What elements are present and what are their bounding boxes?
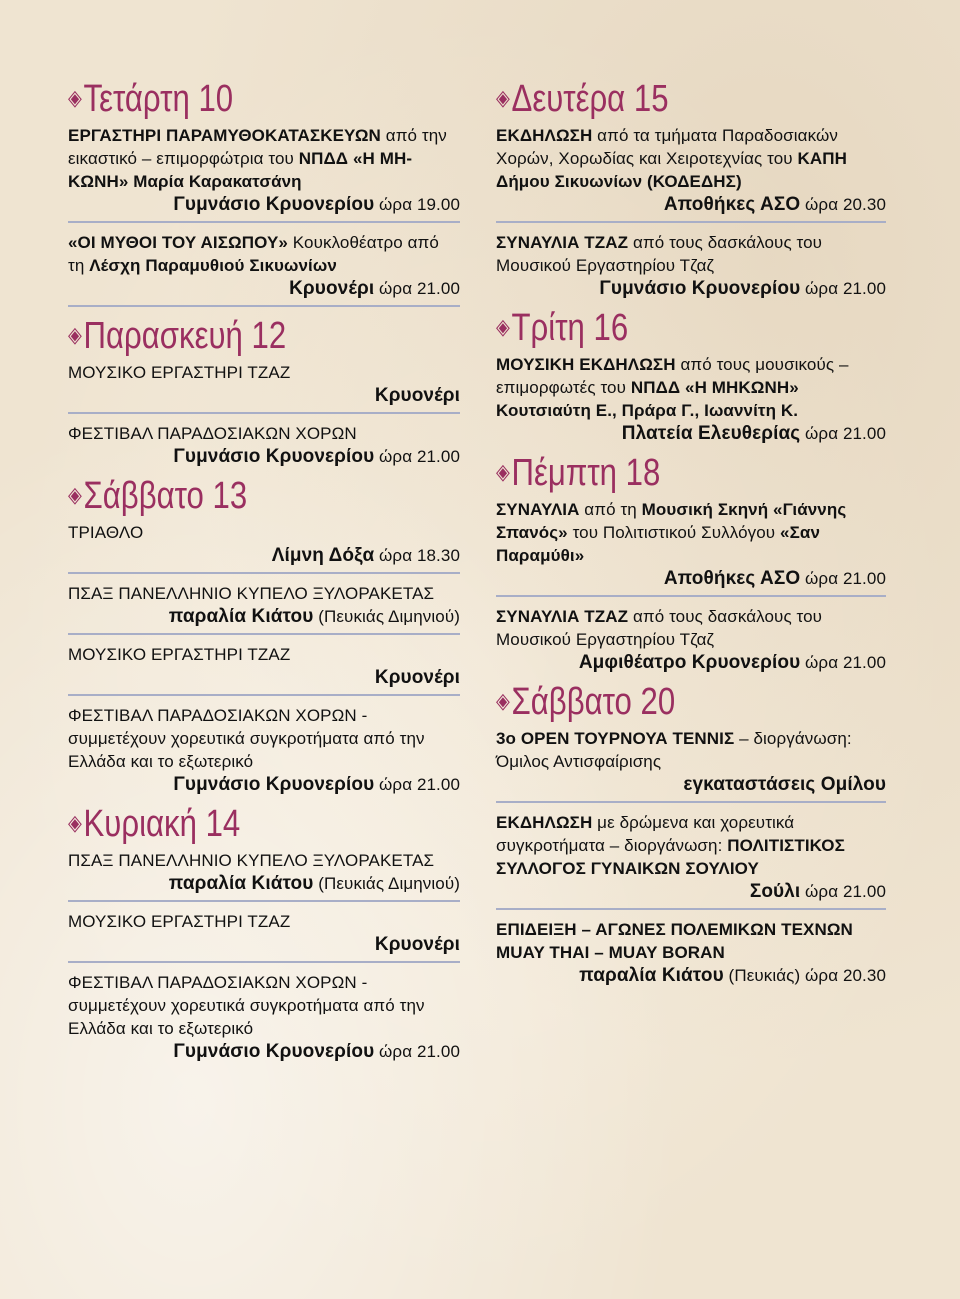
event-location: Γυμνάσιο Κρυονερίου ώρα 21.00 xyxy=(173,773,460,795)
event-location: Κρυονέρι xyxy=(374,384,460,406)
event-location: Πλατεία Ελευθερίας ώρα 21.00 xyxy=(621,422,886,444)
day-heading: ◈Σάββατο 13 xyxy=(68,474,248,517)
event-location: Αμφιθέατρο Κρυονερίου ώρα 21.00 xyxy=(578,651,886,673)
event: ΜΟΥΣΙΚΗ ΕΚΔΗΛΩΣΗ από τους μουσικούς – επιμορφωτές του ΝΠΔΔ «Η ΜΗΚΩΝΗ» Κουτσιαύτη Ε., Πράρα Γ., Ιωαννίτη Κ. Πλατεία Ελευθερίας ώρα 21.00 xyxy=(496,354,886,444)
event-location: Λίμνη Δόξα ώρα 18.30 xyxy=(271,544,460,566)
event: ΕΚΔΗΛΩΣΗ με δρώμενα και χορευτικά συγκροτήματα – διοργάνωση: ΠΟΛΙΤΙΣΤΙΚΟΣ ΣΥΛΛΟΓΟΣ ΓΥΝΑΙΚΩΝ ΣΟΥΛΙΟΥ Σούλι ώρα 21.00 xyxy=(496,812,886,902)
day-heading: ◈Πέμπτη 18 xyxy=(496,451,661,494)
day-heading: ◈Δευτέρα 15 xyxy=(496,78,669,120)
diamond-icon: ◈ xyxy=(68,809,82,835)
diamond-icon: ◈ xyxy=(68,481,82,507)
event: ΦΕΣΤΙΒΑΛ ΠΑΡΑΔΟΣΙΑΚΩΝ ΧΟΡΩΝ Γυμνάσιο Κρυονερίου ώρα 21.00 xyxy=(68,423,460,467)
event: ΕΡΓΑΣΤΗΡΙ ΠΑΡΑΜΥΘΟΚΑΤΑΣΚΕΥΩΝ από την εικαστικό – επιμορφώτρια του ΝΠΔΔ «Η ΜΗ-ΚΩΝΗ» Μαρία Καρακατσάνη Γυμνάσιο Κρυονερίου ώρα 19.00 xyxy=(68,125,460,215)
day-heading: ◈Κυριακή 14 xyxy=(68,802,241,845)
event-location: Γυμνάσιο Κρυονερίου ώρα 21.00 xyxy=(173,445,460,467)
event: «ΟΙ ΜΥΘΟΙ ΤΟΥ ΑΙΣΩΠΟΥ» Κουκλοθέατρο από τη Λέσχη Παραμυθιού Σικυωνίων Κρυονέρι ώρα 21.00 xyxy=(68,232,460,299)
event-location: Κρυονέρι xyxy=(374,666,460,688)
event-location: Κρυονέρι ώρα 21.00 xyxy=(289,277,460,299)
event-location: Αποθήκες ΑΣΟ ώρα 20.30 xyxy=(663,193,886,215)
event: ΣΥΝΑΥΛΙΑ ΤΖΑΖ από τους δασκάλους του Μουσικού Εργαστηρίου Τζαζ Γυμνάσιο Κρυονερίου ώρα 21.00 xyxy=(496,232,886,299)
event-location: Σούλι ώρα 21.00 xyxy=(749,880,886,902)
day-heading: ◈Τετάρτη 10 xyxy=(68,78,234,120)
event-location: εγκαταστάσεις Ομίλου xyxy=(683,773,886,795)
event: ΣΥΝΑΥΛΙΑ από τη Μουσική Σκηνή «Γιάννης Σπανός» του Πολιτιστικού Συλλόγου «Σαν Παραμύθι» Αποθήκες ΑΣΟ ώρα 21.00 xyxy=(496,499,886,589)
diamond-icon: ◈ xyxy=(496,458,510,484)
day-heading: ◈Σάββατο 20 xyxy=(496,680,676,723)
event: ΠΣΑΞ ΠΑΝΕΛΛΗΝΙΟ ΚΥΠΕΛΟ ΞΥΛΟΡΑΚΕΤΑΣ παραλία Κιάτου (Πευκιάς Διμηνιού) xyxy=(68,583,460,627)
left-column xyxy=(68,78,460,1070)
event-location: Γυμνάσιο Κρυονερίου ώρα 19.00 xyxy=(173,193,460,215)
event: ΠΣΑΞ ΠΑΝΕΛΛΗΝΙΟ ΚΥΠΕΛΟ ΞΥΛΟΡΑΚΕΤΑΣ παραλία Κιάτου (Πευκιάς Διμηνιού) xyxy=(68,850,460,894)
diamond-icon: ◈ xyxy=(496,687,510,713)
event: ΦΕΣΤΙΒΑΛ ΠΑΡΑΔΟΣΙΑΚΩΝ ΧΟΡΩΝ - συμμετέχουν χορευτικά συγκροτήματα από την Ελλάδα και το εξωτερικό Γυμνάσιο Κρυονερίου ώρα 21.00 xyxy=(68,705,460,795)
diamond-icon: ◈ xyxy=(68,84,82,110)
event: ΜΟΥΣΙΚΟ ΕΡΓΑΣΤΗΡΙ ΤΖΑΖ Κρυονέρι xyxy=(68,911,460,955)
right-column xyxy=(496,78,886,988)
event: ΜΟΥΣΙΚΟ ΕΡΓΑΣΤΗΡΙ ΤΖΑΖ Κρυονέρι xyxy=(68,362,460,406)
event-location: Κρυονέρι xyxy=(374,933,460,955)
event-location: Γυμνάσιο Κρυονερίου ώρα 21.00 xyxy=(599,277,886,299)
event-location: Αποθήκες ΑΣΟ ώρα 21.00 xyxy=(663,567,886,589)
diamond-icon: ◈ xyxy=(496,313,510,339)
event: ΕΠΙΔΕΙΞΗ – ΑΓΩΝΕΣ ΠΟΛΕΜΙΚΩΝ ΤΕΧΝΩΝ MUAY THAI – MUAY BORAN παραλία Κιάτου (Πευκιάς) ώρα 20.30 xyxy=(496,919,886,986)
day-heading: ◈Τρίτη 16 xyxy=(496,306,629,349)
event-location: Γυμνάσιο Κρυονερίου ώρα 21.00 xyxy=(173,1040,460,1062)
event-location: παραλία Κιάτου (Πευκιάς Διμηνιού) xyxy=(168,605,460,627)
day-heading: ◈Παρασκευή 12 xyxy=(68,314,287,357)
event: ΣΥΝΑΥΛΙΑ ΤΖΑΖ από τους δασκάλους του Μουσικού Εργαστηρίου Τζαζ Αμφιθέατρο Κρυονερίου ώρα 21.00 xyxy=(496,606,886,673)
diamond-icon: ◈ xyxy=(68,321,82,347)
event: ΜΟΥΣΙΚΟ ΕΡΓΑΣΤΗΡΙ ΤΖΑΖ Κρυονέρι xyxy=(68,644,460,688)
event-location: παραλία Κιάτου (Πευκιάς) ώρα 20.30 xyxy=(579,964,886,986)
diamond-icon: ◈ xyxy=(496,84,510,110)
event: ΦΕΣΤΙΒΑΛ ΠΑΡΑΔΟΣΙΑΚΩΝ ΧΟΡΩΝ - συμμετέχουν χορευτικά συγκροτήματα από την Ελλάδα και το εξωτερικό Γυμνάσιο Κρυονερίου ώρα 21.00 xyxy=(68,972,460,1062)
event-location: παραλία Κιάτου (Πευκιάς Διμηνιού) xyxy=(168,872,460,894)
event: ΕΚΔΗΛΩΣΗ από τα τμήματα Παραδοσιακών Χορών, Χορωδίας και Χειροτεχνίας του ΚΑΠΗ Δήμου Σικυωνίων (ΚΟΔΕΔΗΣ) Αποθήκες ΑΣΟ ώρα 20.30 xyxy=(496,125,886,215)
event: ΤΡΙΑΘΛΟ Λίμνη Δόξα ώρα 18.30 xyxy=(68,522,460,566)
event: 3ο OPEN ΤΟΥΡΝΟΥΑ ΤΕΝΝΙΣ – διοργάνωση: Όμιλος Αντισφαίρισης εγκαταστάσεις Ομίλου xyxy=(496,728,886,795)
